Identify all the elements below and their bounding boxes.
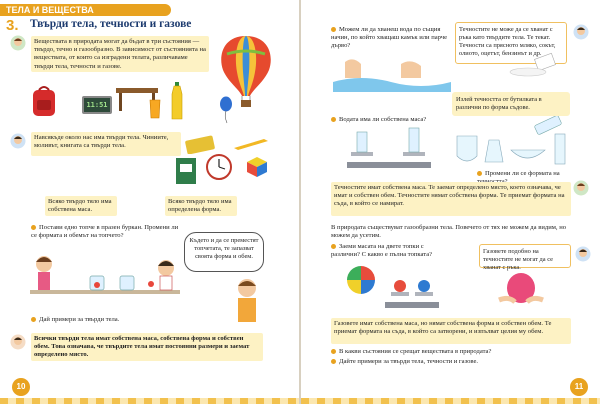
balls-question	[331, 243, 449, 259]
backpack-illustration	[30, 84, 58, 118]
student-avatar-icon	[10, 334, 26, 350]
page-number-right: 11	[570, 378, 588, 396]
footer-stripe	[0, 398, 299, 404]
states-question-text: В какви състояния се срещат веществата в природата?	[339, 348, 492, 355]
footer-stripe	[301, 398, 600, 404]
bullet-icon	[331, 27, 336, 32]
water-mass-question-text: Водата има ли собствена маса?	[339, 116, 427, 123]
gas-bubble: Газовете подобно на течностите не могат да се хванат с ръка.	[479, 244, 571, 268]
solid-shape-box: Всяко твърдо тяло има определена форма.	[165, 196, 237, 216]
blue-balloon-illustration	[218, 96, 234, 124]
gas-conclusion: Газовете имат собствена маса, но нямат собствена форма и собствен обем. Те приемат формата на съда, в който са затворени, и изпълват целия му обем.	[331, 318, 571, 344]
student-avatar-icon	[10, 35, 26, 51]
student-avatar-icon	[573, 24, 589, 40]
speech-bubble: Където и да се преместят топчетата, те запазват своята форма и обем.	[184, 232, 264, 272]
solid-mass-box: Всяко твърдо тяло има собствена маса.	[45, 196, 117, 216]
page-number-left: 10	[12, 378, 30, 396]
bullet-icon	[31, 317, 36, 322]
examples-question-text: Дайте примери за твърди тела, течности и газове.	[339, 358, 479, 365]
bullet-icon	[331, 359, 336, 364]
shape-change-question-text: Промени ли се формата на	[485, 170, 560, 177]
student-avatar-icon	[573, 180, 589, 196]
balls-question-text: Заеми масата на двете топки с различни? С какво е пълна топката?	[331, 243, 433, 259]
children-with-jars-illustration	[30, 250, 180, 308]
liquids-note: Течностите не може да се хванат с ръка като твърдите тела. Те текат. Течности са прясното мляко, сокът, олиото, оцетът, бензинът и др.	[455, 22, 567, 64]
solids-examples-prompt	[31, 316, 181, 324]
student-avatar-icon	[575, 246, 591, 262]
pour-note: Излей течността от бутилката в различни по форма съдове.	[452, 92, 570, 116]
rubiks-cube-illustration	[245, 155, 269, 179]
jar-question-text: Постави едно топче в празен буркан. Промени ли се формата и обемът на топчето?	[31, 224, 179, 240]
wall-clock-illustration	[205, 153, 233, 181]
oil-bottle-illustration	[170, 82, 184, 120]
juice-glass-illustration	[148, 97, 162, 119]
glassware-illustration	[451, 116, 581, 168]
bullet-icon	[477, 171, 482, 176]
hands-water-illustration	[331, 52, 453, 92]
pencil-illustration	[232, 136, 272, 152]
solids-question: Навсякъде около нас има твърди тела. Чиниите, моливът, книгата са твърди тела.	[31, 132, 181, 156]
beach-ball-scale-illustration	[341, 262, 441, 314]
page-left	[0, 0, 299, 404]
section-header: ТЕЛА И ВЕЩЕСТВА	[0, 4, 171, 16]
page-right	[301, 0, 600, 404]
bullet-icon	[31, 225, 36, 230]
boy-illustration	[222, 276, 272, 326]
bullet-icon	[331, 349, 336, 354]
states-question	[331, 348, 569, 356]
gas-note: В природата съществуват газообразни тела. Повечето от тях не можем да видим, но можем да усетим.	[331, 224, 567, 240]
student-avatar-icon	[10, 133, 26, 149]
water-question	[331, 26, 449, 51]
water-question-text: Можем ли да хванеш вода по същия начин, по който хващаш камък или парче дърво?	[331, 26, 448, 50]
solids-conclusion: Всички твърди тела имат собствена маса, собствена форма и собствен обем. Това означава, че твърдите тела имат постоянни размери и заемат определено място.	[31, 333, 263, 361]
bullet-icon	[331, 117, 336, 122]
intro-text: Веществата в природата могат да бъдат в три състояния — твърдо, течно и газообразно. В зависимост от състоянията на веществата, от които са изградени телата, различаваме твърди тела, течности и газове.	[31, 36, 209, 72]
balance-scale-illustration	[341, 122, 437, 172]
liquids-conclusion: Течностите имат собствена маса. Те заемат определено място, което означава, че имат и собствен обем. Течностите нямат собствена форма. Те приемат формата на съда, в който се намират.	[331, 182, 571, 216]
lesson-number: 3.	[6, 17, 19, 34]
examples-question	[331, 358, 569, 366]
solids-examples-text: Дай примери за твърди тела.	[39, 316, 120, 323]
calculator-illustration	[185, 134, 215, 154]
jar-question	[31, 224, 181, 240]
bullet-icon	[331, 244, 336, 249]
digital-clock-illustration: 11:51	[82, 96, 112, 114]
book-illustration	[172, 156, 200, 186]
balloon-hands-illustration	[491, 270, 551, 316]
spilled-milk-illustration	[506, 52, 566, 78]
lesson-title: Твърди тела, течности и газове	[30, 18, 192, 30]
